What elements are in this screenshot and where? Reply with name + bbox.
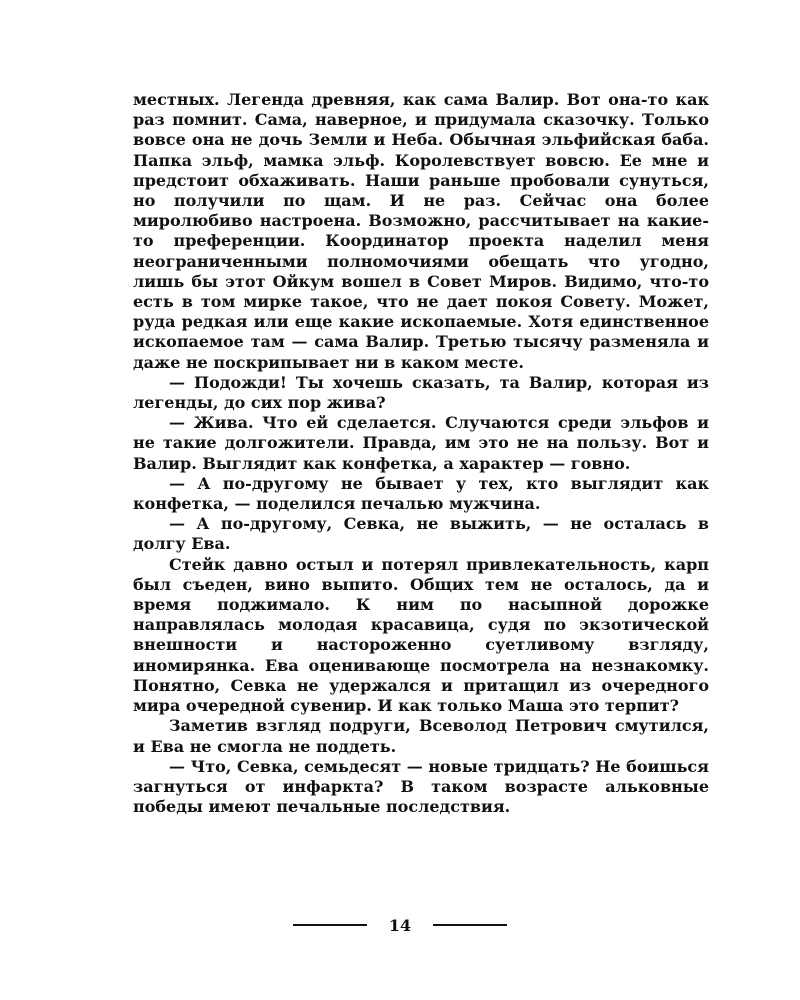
footer-rule-right	[433, 924, 507, 926]
page-number: 14	[388, 915, 412, 935]
paragraph-4: — А по-другому не бывает у тех, кто выглядит как конфетка, — поделился печалью мужчина.	[133, 473, 709, 514]
page-footer	[0, 913, 800, 937]
paragraph-5: — А по-другому, Севка, не выжить, — не осталась в долгу Ева.	[133, 514, 709, 554]
page-text-area	[133, 90, 709, 817]
paragraph-6: Стейк давно остыл и потерял привлекательность, карп был съеден, вино выпито. Общих тем не осталось, да и время поджимало. К ним по насыпной дорожке направлялась молодая красавица, судя по экзотической внешности и настороженно суетливому взгляду, иномирянка. Ева оценивающе посмотрела на незнакомку. Понятно, Севка не удержался и притащил из очередного мира очередной сувенир. И как только Маша это терпит?	[133, 554, 709, 716]
paragraph-1: местных. Легенда древняя, как сама Валир. Вот она-то как раз помнит. Сама, наверное, и придумала сказочку. Только вовсе она не дочь Земли и Неба. Обычная эльфийская баба. Папка эльф, мамка эльф. Королевствует вовсю. Ее мне и предстоит обхаживать. Наши раньше пробовали сунуться, но получили по щам. И не раз. Сейчас она более миролюбиво настроена. Возможно, рассчитывает на какие-то преференции. Координатор проекта наделил меня неограниченными полномочиями обещать что угодно, лишь бы этот Ойкум вошел в Совет Миров. Видимо, что-то есть в том мирке такое, что не дает покоя Совету. Может, руда редкая или еще какие ископаемые. Хотя единственное ископаемое там — сама Валир. Третью тысячу разменяла и даже не поскрипывает ни в каком месте.	[133, 90, 709, 372]
footer-rule-left	[293, 924, 367, 926]
paragraph-2: — Подожди! Ты хочешь сказать, та Валир, которая из легенды, до сих пор жива?	[133, 372, 709, 413]
paragraph-8: — Что, Севка, семьдесят — новые тридцать? Не боишься загнуться от инфаркта? В таком возрасте альковные победы имеют печальные последствия.	[133, 756, 709, 817]
body-text	[133, 90, 709, 817]
paragraph-7: Заметив взгляд подруги, Всеволод Петрович смутился, и Ева не смогла не поддеть.	[133, 716, 709, 756]
paragraph-3: — Жива. Что ей сделается. Случаются среди эльфов и не такие долгожители. Правда, им это не на пользу. Вот и Валир. Выглядит как конфетка, а характер — говно.	[133, 413, 709, 473]
